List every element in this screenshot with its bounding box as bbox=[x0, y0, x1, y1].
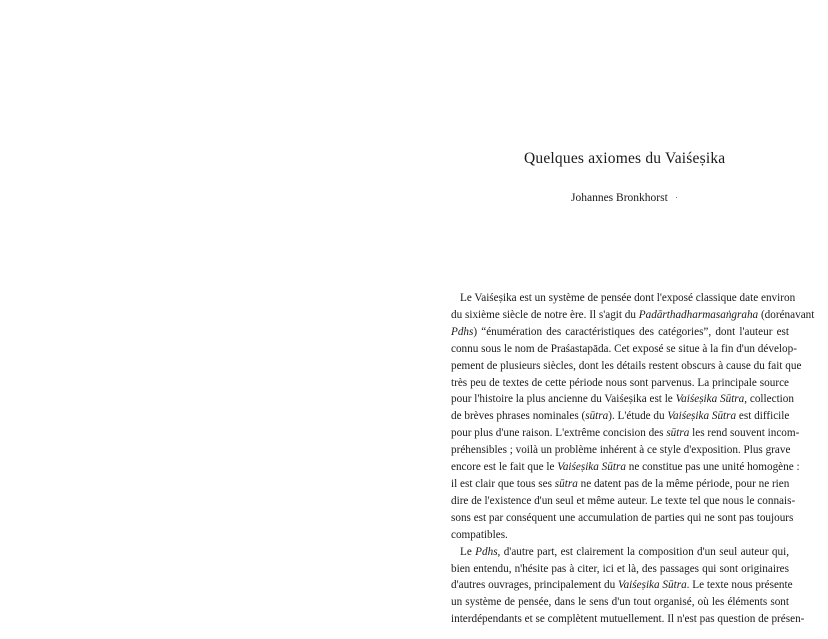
paragraph-line bbox=[451, 375, 789, 392]
italic-term: sūtra bbox=[554, 477, 578, 490]
text-run: est difficile bbox=[736, 410, 790, 423]
italic-term: Vaiśeṣika Sūtra bbox=[667, 410, 737, 423]
italic-term: Pdhs bbox=[475, 545, 498, 558]
paragraph-line bbox=[451, 290, 796, 307]
paragraph-line bbox=[451, 391, 794, 408]
paragraph-line bbox=[451, 611, 805, 628]
italic-term: sūtra bbox=[585, 410, 609, 423]
text-run: compatibles. bbox=[451, 528, 508, 541]
text-run: pour l'histoire la plus ancienne du Vaiśeṣika est le bbox=[451, 393, 676, 406]
paragraph-line bbox=[451, 544, 789, 561]
text-run: il est clair que tous ses bbox=[451, 477, 555, 490]
paragraph-line bbox=[451, 341, 797, 358]
article-body bbox=[451, 290, 815, 628]
text-run: ). L'étude du bbox=[608, 410, 668, 423]
text-run: Le Vaiśeṣika est un système de pensée dont l'exposé classique date environ bbox=[460, 292, 796, 304]
text-run: interdépendants et se complètent mutuellement. Il n'est pas question de présen- bbox=[451, 613, 805, 626]
italic-term: sūtra bbox=[666, 427, 690, 440]
text-run: les rend souvent incom- bbox=[689, 427, 800, 440]
paragraph-line bbox=[451, 324, 789, 341]
text-run: , collection bbox=[744, 393, 794, 406]
text-run: Le bbox=[460, 545, 476, 558]
article-author: Johannes Bronkhorst bbox=[571, 192, 668, 204]
text-run: , d'autre part, est clairement la composition d'un seul auteur qui, bbox=[497, 545, 789, 558]
paragraph-line bbox=[451, 459, 800, 476]
paragraph-line bbox=[451, 425, 800, 442]
text-run: ne constitue pas une unité homogène : bbox=[625, 461, 800, 474]
italic-term: Vaiśeṣika Sūtra bbox=[675, 393, 745, 406]
italic-term: Pdhs bbox=[451, 325, 474, 338]
text-run: d'autres ouvrages, principalement du bbox=[451, 579, 618, 592]
text-run: pement de plusieurs siècles, dont les détails restent obscurs à cause du fait que bbox=[451, 359, 802, 372]
article-title: Quelques axiomes du Vaiśeṣika bbox=[524, 150, 726, 167]
text-run: ne datent pas de la même période, pour ne rien bbox=[577, 477, 790, 490]
paragraph-line bbox=[451, 577, 793, 594]
text-run: dire de l'existence d'un seul et même auteur. Le texte tel que nous le connais- bbox=[451, 494, 796, 507]
text-run: pour plus d'une raison. L'extrême concision des bbox=[451, 427, 667, 440]
paragraph-line bbox=[451, 307, 815, 324]
text-run: encore est le fait que le bbox=[451, 461, 558, 474]
paragraph-line bbox=[451, 493, 796, 510]
italic-term: Vaiśeṣika Sūtra bbox=[557, 461, 626, 474]
text-run: un système de pensée, dans le sens d'un tout organisé, où les éléments sont bbox=[451, 596, 789, 609]
text-run: (dorénavant bbox=[758, 308, 815, 321]
paragraph-line bbox=[451, 442, 789, 459]
text-run: connu sous le nom de Praśastapāda. Cet exposé se situe à la fin d'un dévelop- bbox=[451, 342, 797, 355]
text-run: . Le texte nous présente bbox=[686, 579, 793, 592]
paragraph-line bbox=[451, 358, 802, 375]
paragraph-line bbox=[451, 527, 789, 544]
text-run: ) “énumération des caractéristiques des catégories”, dont l'auteur est bbox=[473, 325, 789, 338]
text-run: de brèves phrases nominales ( bbox=[451, 410, 586, 423]
text-run: du sixième siècle de notre ère. Il s'agit du bbox=[451, 308, 639, 321]
text-run: bien entendu, n'hésite pas à citer, ici et là, des passages qui sont originaires bbox=[451, 562, 789, 575]
scan-speck bbox=[676, 197, 677, 198]
paragraph-line bbox=[451, 476, 789, 493]
text-run: sons est par conséquent une accumulation de parties qui ne sont pas toujours bbox=[451, 511, 794, 524]
italic-term: Padārthadharmasaṅgraha bbox=[638, 308, 759, 321]
paragraph-line bbox=[451, 408, 789, 425]
text-run: préhensibles ; voilà un problème inhérent à ce style d'exposition. Plus grave bbox=[451, 444, 791, 457]
text-run: très peu de textes de cette période nous sont parvenus. La principale source bbox=[451, 376, 789, 389]
paragraph-line bbox=[451, 561, 789, 578]
italic-term: Vaiśeṣika Sūtra bbox=[617, 579, 687, 592]
paragraph-line bbox=[451, 594, 789, 611]
paragraph-line bbox=[451, 510, 794, 527]
